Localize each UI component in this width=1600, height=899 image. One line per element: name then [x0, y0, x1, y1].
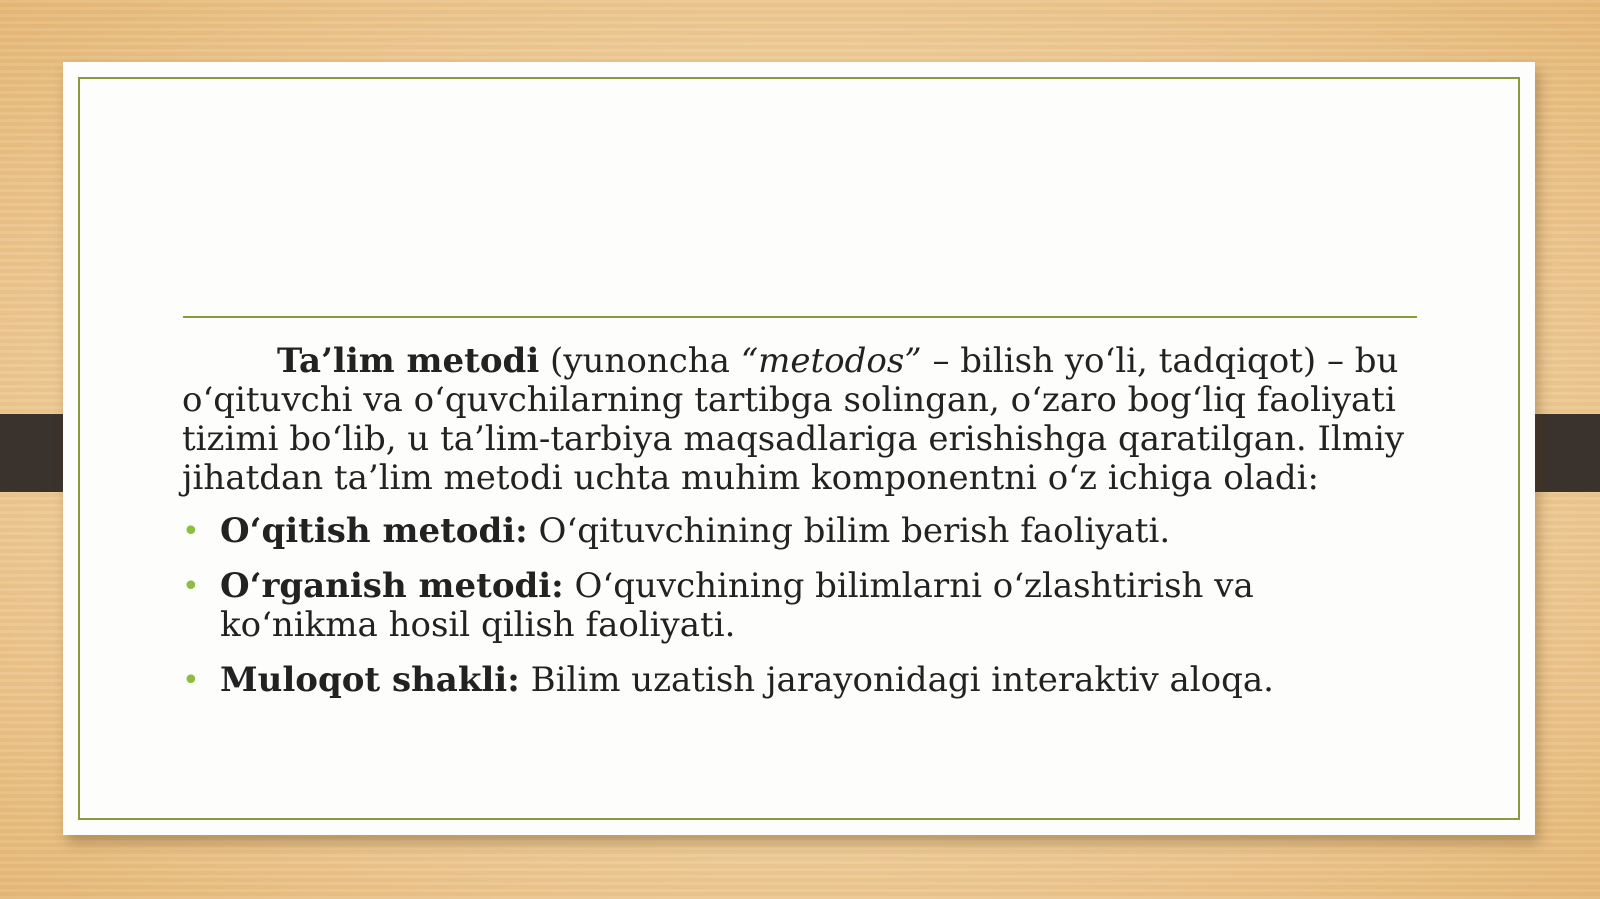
bullet-term: Muloqot shakli:: [220, 660, 520, 700]
bullet-text: O‘quvchining bilimlarni o‘zlashtirish va ko‘nikma hosil qilish faoliyati.: [220, 566, 1254, 645]
bullet-item: [182, 567, 1422, 645]
slide-body: [182, 342, 1422, 716]
bullet-term: O‘rganish metodi:: [220, 566, 564, 606]
bullet-term: O‘qitish metodi:: [220, 511, 528, 551]
bullet-text: O‘qituvchining bilim berish faoliyati.: [527, 511, 1171, 551]
bullet-icon: •: [182, 514, 200, 549]
intro-part1: (yunoncha: [539, 341, 741, 381]
bullet-icon: •: [182, 569, 200, 604]
intro-term: Ta’lim metodi: [277, 341, 540, 381]
intro-part2: – bilish yo‘li, tadqiqot) – bu o‘qituvchi va o‘quvchilarning tartibga solingan, o‘zaro bog‘liq faoliyati tizimi bo‘lib, u ta’lim-tarbiya maqsadlariga erishishga qaratilgan. Ilmiy jihatdan ta’lim metodi uchta muhim komponentni o‘z ichiga oladi:: [182, 341, 1405, 498]
title-divider: [183, 316, 1417, 318]
intro-paragraph: [182, 342, 1422, 498]
intro-etymology: “metodos”: [740, 341, 922, 381]
bullet-list: [182, 512, 1422, 700]
bullet-item: [182, 661, 1422, 700]
bullet-icon: •: [182, 663, 200, 698]
bullet-text: Bilim uzatish jarayonidagi interaktiv aloqa.: [519, 660, 1274, 700]
bullet-item: [182, 512, 1422, 551]
